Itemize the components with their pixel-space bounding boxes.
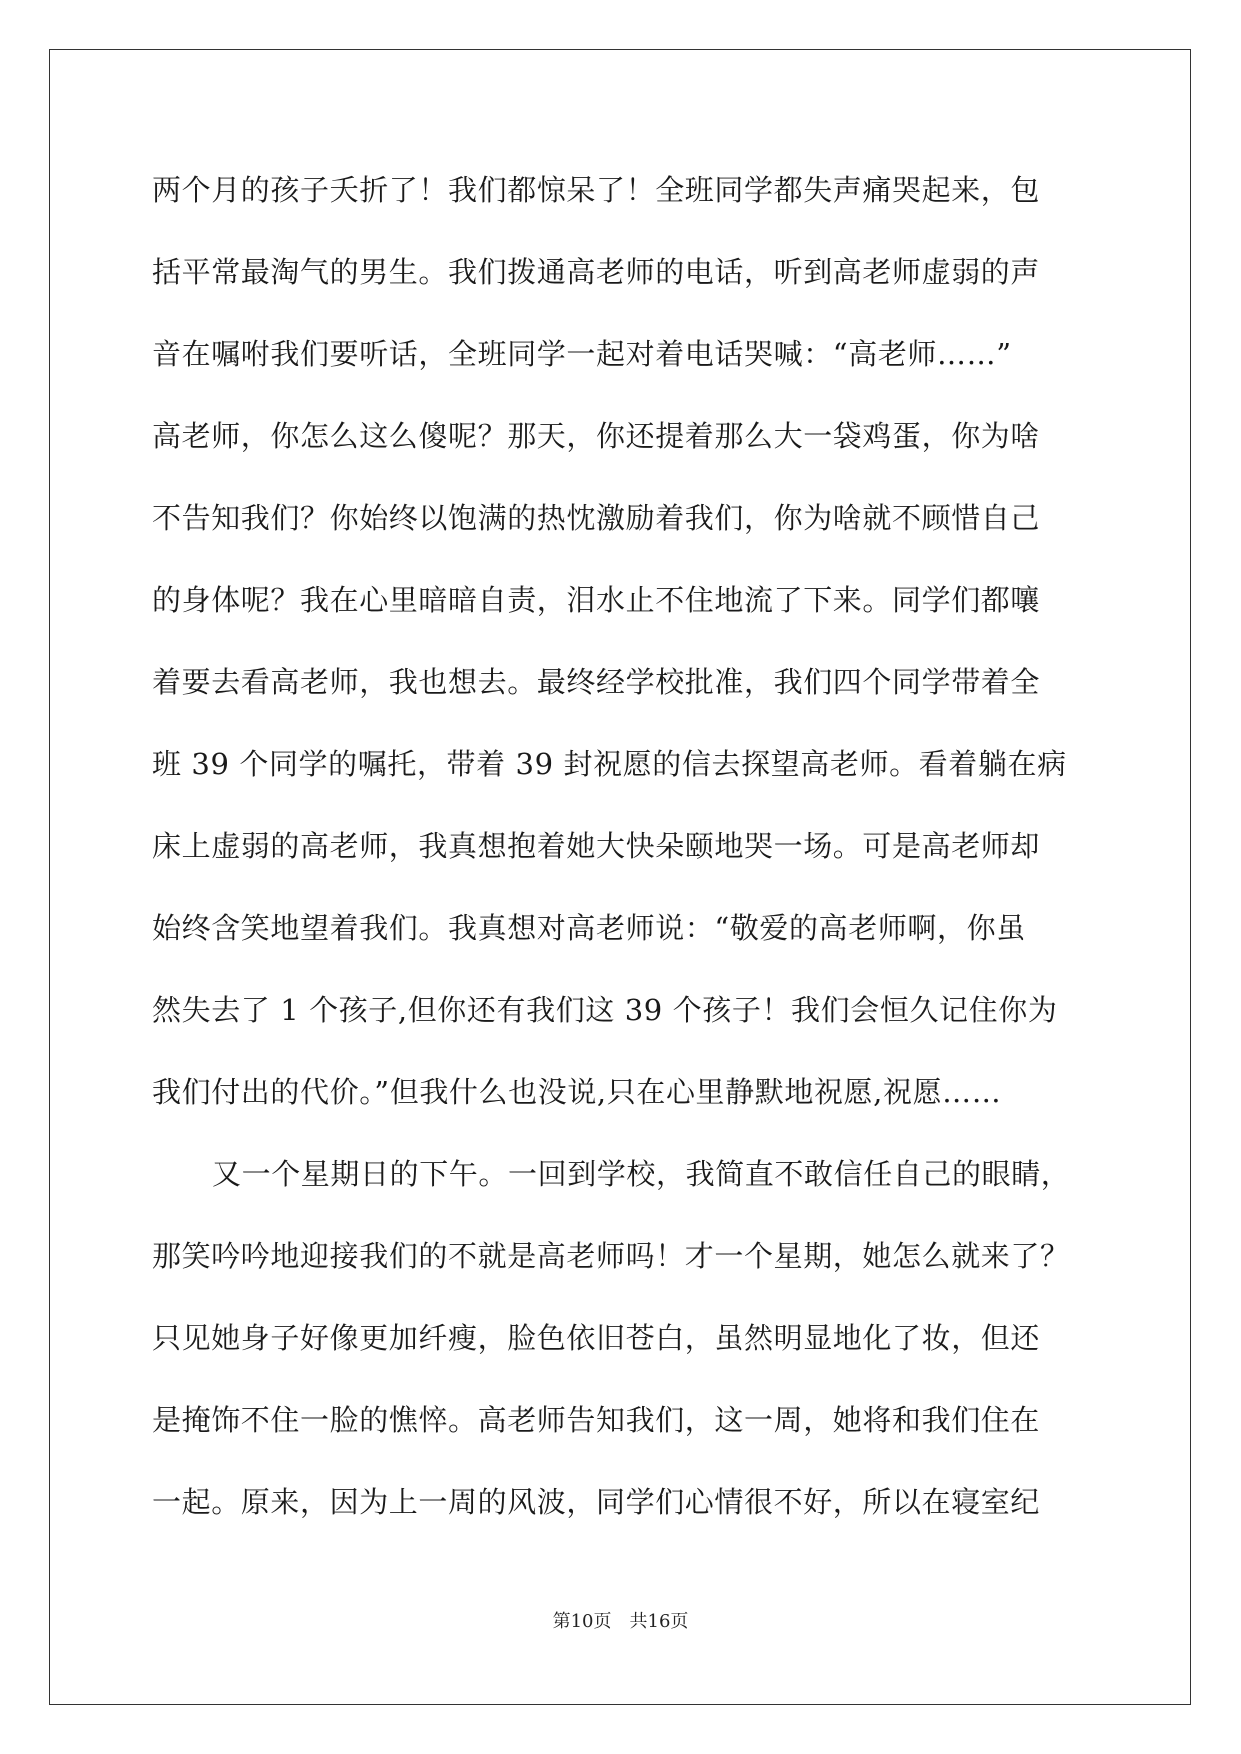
page-number-footer: 第10页 共16页 — [552, 1611, 689, 1632]
text-line: 只见她身子好像更加纤瘦，脸色依旧苍白，虽然明显地化了妆，但还 — [152, 1321, 1041, 1355]
paragraph-first-line: 又一个星期日的下午。一回到学校，我简直不敢信任自己的眼睛， — [212, 1157, 1071, 1191]
text-line: 是掩饰不住一脸的憔悴。高老师告知我们，这一周，她将和我们住在 — [152, 1403, 1041, 1437]
document-body — [152, 165, 1092, 1559]
text-line: 括平常最淘气的男生。我们拨通高老师的电话，听到高老师虚弱的声 — [152, 255, 1041, 289]
text-line: 然失去了 1 个孩子,但你还有我们这 39 个孩子！我们会恒久记住你为 — [152, 993, 1058, 1027]
text-line: 两个月的孩子夭折了！我们都惊呆了！全班同学都失声痛哭起来，包 — [152, 173, 1041, 207]
text-line: 那笑吟吟地迎接我们的不就是高老师吗！才一个星期，她怎么就来了？ — [152, 1239, 1070, 1273]
text-line: 一起。原来，因为上一周的风波，同学们心情很不好，所以在寝室纪 — [152, 1485, 1041, 1519]
text-line: 床上虚弱的高老师，我真想抱着她大快朵颐地哭一场。可是高老师却 — [152, 829, 1041, 863]
text-line: 我们付出的代价。”但我什么也没说,只在心里静默地祝愿,祝愿…… — [152, 1075, 1002, 1109]
text-line: 的身体呢？我在心里暗暗自责，泪水止不住地流了下来。同学们都嚷 — [152, 583, 1041, 617]
text-line: 着要去看高老师，我也想去。最终经学校批准，我们四个同学带着全 — [152, 665, 1041, 699]
text-line: 高老师，你怎么这么傻呢？那天，你还提着那么大一袋鸡蛋，你为啥 — [152, 419, 1041, 453]
text-line: 不告知我们？你始终以饱满的热忱激励着我们，你为啥就不顾惜自己 — [152, 501, 1041, 535]
text-line: 音在嘱咐我们要听话，全班同学一起对着电话哭喊：“高老师……” — [152, 337, 1012, 371]
text-line: 始终含笑地望着我们。我真想对高老师说：“敬爱的高老师啊，你虽 — [152, 911, 1026, 945]
text-line: 班 39 个同学的嘱托，带着 39 封祝愿的信去探望高老师。看着躺在病 — [152, 747, 1067, 781]
